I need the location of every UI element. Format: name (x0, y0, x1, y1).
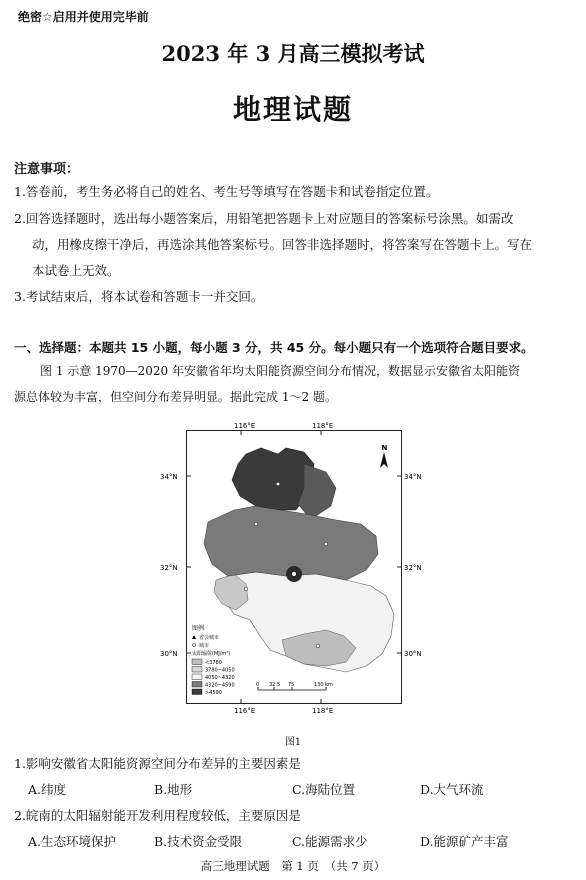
intro-line-1: 图 1 示意 1970—2020 年安徽省年均太阳能资源空间分布情况，数据显示安徽省太阳能资 (40, 364, 520, 378)
lat-label-bottom-right: 30°N (404, 650, 422, 658)
legend-label-4: >4590 (205, 690, 222, 696)
q1-option-a: A.纬度 (28, 782, 67, 797)
lon-label-left-bottom: 116°E (234, 707, 256, 715)
notice-item-3: 3.考试结束后，将本试卷和答题卡一并交回。 (14, 289, 264, 304)
question-2: 2.皖南的太阳辐射能开发利用程度较低，主要原因是 (14, 808, 301, 823)
scale-tick-1: 32.5 (269, 682, 281, 688)
legend-label-1: 3780~4050 (205, 667, 235, 674)
lat-label-top-left: 34°N (160, 473, 178, 481)
notice-heading: 注意事项： (14, 162, 80, 177)
section-title: 一、选择题：本题共 15 小题，每小题 3 分，共 45 分。每小题只有一个选项符合题目要求。 (14, 340, 534, 355)
legend-city: 城市 (199, 643, 210, 649)
anhui-solar-map (160, 422, 422, 715)
lat-label-bottom-left: 30°N (160, 650, 178, 658)
legend-label-0: <3780 (205, 660, 222, 666)
svg-text:N: N (381, 444, 388, 452)
intro-line-2: 源总体较为丰富，但空间分布差异明显。据此完成 1～2 题。 (14, 390, 337, 404)
legend-swatch-4 (192, 689, 202, 695)
q1-option-b: B.地形 (154, 782, 193, 797)
legend-label-3: 4320~4590 (205, 682, 235, 689)
figure-caption: 图1 (284, 737, 302, 748)
lat-label-mid-left: 32°N (160, 564, 178, 572)
subject-title: 地理试题 (232, 93, 353, 126)
legend-swatch-2 (192, 674, 202, 680)
q2-option-c: C.能源需求少 (292, 834, 368, 849)
q1-option-c: C.海陆位置 (292, 782, 356, 797)
q2-option-b: B.技术资金受限 (154, 834, 243, 849)
lon-label-left: 116°E (234, 422, 256, 430)
scale-tick-2: 75 (288, 682, 295, 688)
legend-label-2: 4050~4320 (205, 675, 235, 681)
question-1: 1.影响安徽省太阳能资源空间分布差异的主要因素是 (14, 756, 301, 771)
notice-item-1: 1.答卷前，考生务必将自己的姓名、考生号等填写在答题卡和试卷指定位置。 (14, 184, 439, 199)
q2-option-a: A.生态环境保护 (28, 834, 117, 849)
lon-label-right: 118°E (312, 422, 334, 430)
lon-label-right-bottom: 118°E (312, 707, 334, 715)
legend-swatch-1 (192, 667, 202, 673)
scale-tick-3: 130 km (314, 682, 333, 688)
notice-item-2-line-1: 2.回答选择题时，选出每小题答案后，用铅笔把答题卡上对应题目的答案标号涂黑。如需改 (14, 211, 514, 226)
notice-item-2-line-2: 动，用橡皮擦干净后，再选涂其他答案标号。回答非选择题时，将答案写在答题卡上。写在 (32, 237, 533, 252)
page-footer: 高三地理试题 第 1 页 （共 7 页） (200, 859, 386, 873)
q1-option-d: D.大气环流 (420, 782, 484, 797)
q2-option-d: D.能源矿产丰富 (420, 834, 509, 849)
legend-capital: 省会城市 (199, 635, 220, 641)
exam-title: 2023 年 3 月高三模拟考试 (161, 41, 425, 66)
confidential-mark: 绝密☆启用并使用完毕前 (18, 10, 149, 24)
lat-label-top-right: 34°N (404, 473, 422, 481)
legend-swatch-3 (192, 682, 202, 688)
legend-unit: 太阳辐射(MJ/m²) (192, 651, 231, 657)
lat-label-mid-right: 32°N (404, 564, 422, 572)
legend-swatch-0 (192, 659, 202, 665)
legend-title: 图例 (192, 625, 205, 632)
notice-item-2-line-3: 本试卷上无效。 (32, 263, 120, 278)
scale-tick-0: 0 (256, 682, 260, 688)
